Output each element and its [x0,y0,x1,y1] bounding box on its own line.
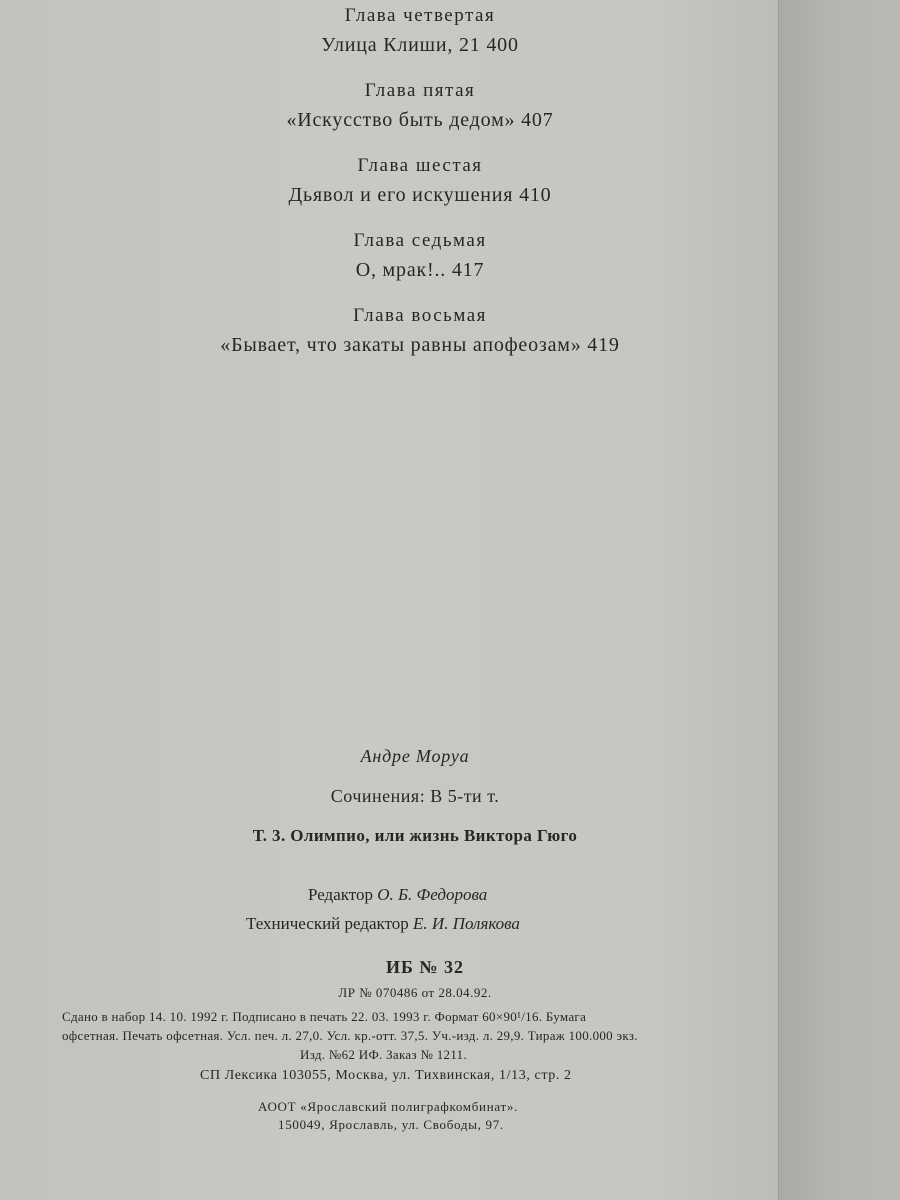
printer-address: 150049, Ярославль, ул. Свободы, 97. [278,1117,504,1132]
author-name: Андре Моруа [360,746,470,766]
chapter-title: «Бывает, что закаты равны апофеозам» 419 [220,334,620,356]
chapter-label: Глава пятая [364,80,476,101]
chapter-label: Глава четвертая [344,5,496,26]
toc-entry [0,152,840,210]
editor-credits [246,880,520,938]
toc-entry [0,227,840,285]
publisher-address: СП Лексика 103055, Москва, ул. Тихвинская, 1/13, стр. 2 [200,1068,572,1083]
ib-number: ИБ № 32 [386,957,464,977]
volume-title: Т. 3. Олимпио, или жизнь Виктора Гюго [252,826,578,845]
lr-number: ЛР № 070486 от 28.04.92. [338,985,492,1000]
print-details-line: Изд. №62 ИФ. Заказ № 1211. [300,1047,467,1062]
print-details [62,1007,762,1064]
toc-entry [0,2,840,60]
editor-name: О. Б. Федорова [377,885,488,904]
works-title: Сочинения: В 5-ти т. [330,786,500,806]
print-details-line: Сдано в набор 14. 10. 1992 г. Подписано в печать 22. 03. 1993 г. Формат 60×90¹/16. Бумага [62,1009,587,1024]
chapter-title: Улица Клиши, 21 400 [321,34,519,56]
printer-name: АООТ «Ярославский полиграфкомбинат». [258,1099,519,1114]
chapter-title: Дьявол и его искушения 410 [288,184,552,206]
chapter-label: Глава седьмая [353,230,487,251]
tech-editor-line [246,909,520,938]
tech-editor-name: Е. И. Полякова [413,914,520,933]
chapter-title: О, мрак!.. 417 [355,259,485,281]
toc-entry [0,302,840,360]
table-of-contents [0,2,840,377]
printer-info [258,1098,518,1134]
editor-line [246,880,520,909]
tech-editor-label: Технический редактор [246,914,409,933]
toc-entry [0,77,840,135]
chapter-title: «Искусство быть дедом» 407 [286,109,554,131]
print-details-line: офсетная. Печать офсетная. Усл. печ. л. 27,0. Усл. кр.-отт. 37,5. Уч.-изд. л. 29,9. Тираж 100.000 экз. [62,1028,638,1043]
editor-label: Редактор [308,885,373,904]
adjacent-page-edge [778,0,900,1200]
chapter-label: Глава восьмая [353,305,487,326]
chapter-label: Глава шестая [357,155,483,176]
